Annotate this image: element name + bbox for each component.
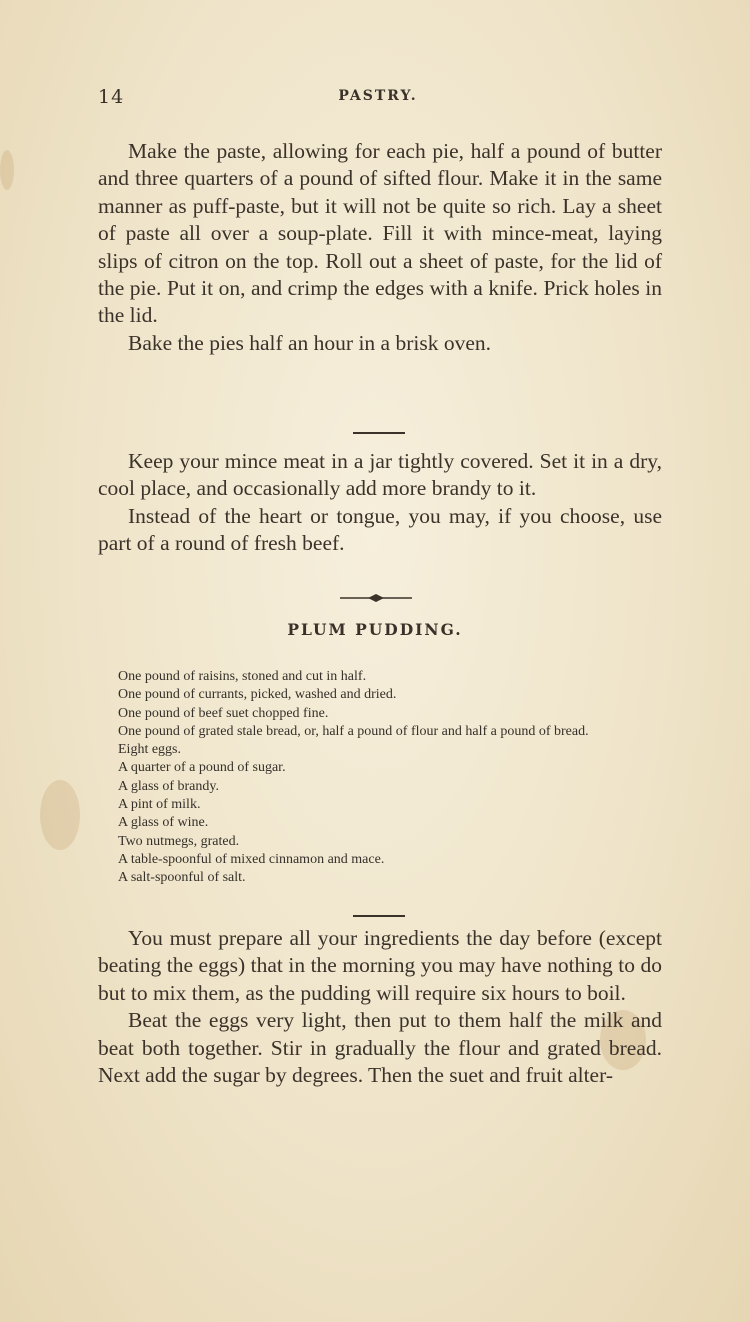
foxing-stain [0,150,14,190]
list-item: A quarter of a pound of sugar. [118,760,286,776]
list-item: A pint of milk. [118,797,201,813]
paragraph: You must prepare all your ingredients the day before (except beating the eggs) that in the morning you may have nothing to do but to mix them, as the pudding will require six hours to boil. [98,926,662,1005]
paragraph: Keep your mince meat in a jar tightly covered. Set it in a dry, cool place, and occasionally add more brandy to it. [98,449,662,501]
section-divider [353,432,405,434]
list-item: One pound of raisins, stoned and cut in half. [118,669,367,684]
paragraph: Bake the pies half an hour in a brisk oven. [128,330,492,355]
list-item: Two nutmegs, grated. [118,833,240,849]
list-item: A glass of wine. [118,815,209,831]
section-divider [353,915,405,917]
paragraph: Make the paste, allowing for each pie, half a pound of butter and three quarters of a pound of sifted flour. Make it in the same manner as puff-paste, but it will not be quite so rich. Lay a sheet of paste all over a soup-plate. Fill it with mince-meat, laying slips of citron on the top. Roll out a sheet of paste, for the lid of the pie. Put it on, and crimp the edges with a knife. Prick holes in the lid. [98,139,662,328]
page-number: 14 [98,86,125,108]
list-item: One pound of beef suet chopped fine. [118,705,329,721]
running-head: PASTRY. [338,88,418,104]
paragraph: Instead of the heart or tongue, you may, if you choose, use part of a round of fresh beef. [98,503,662,556]
list-item: A table-spoonful of mixed cinnamon and mace. [118,851,385,867]
list-item: One pound of currants, picked, washed and dried. [118,687,397,703]
paragraph: Beat the eggs very light, then put to them half the milk and beat both together. Stir in gradually the flour and grated bread. Next add the sugar by degrees. Then the suet and fruit alter- [98,1008,662,1088]
pudding-instructions [98,925,662,1089]
mince-meat-notes [98,448,662,558]
list-item: One pound of grated stale bread, or, half a pound of flour and half a pound of bread. [118,723,589,739]
list-item: A glass of brandy. [118,778,219,794]
list-item: A salt-spoonful of salt. [118,870,246,886]
ingredient-list [118,668,663,888]
mince-pie-instructions [98,138,662,357]
foxing-stain [40,780,80,850]
page-header [98,86,658,110]
recipe-title: PLUM PUDDING. [287,620,463,639]
list-item: Eight eggs. [118,742,181,758]
ornament-divider [340,591,412,605]
